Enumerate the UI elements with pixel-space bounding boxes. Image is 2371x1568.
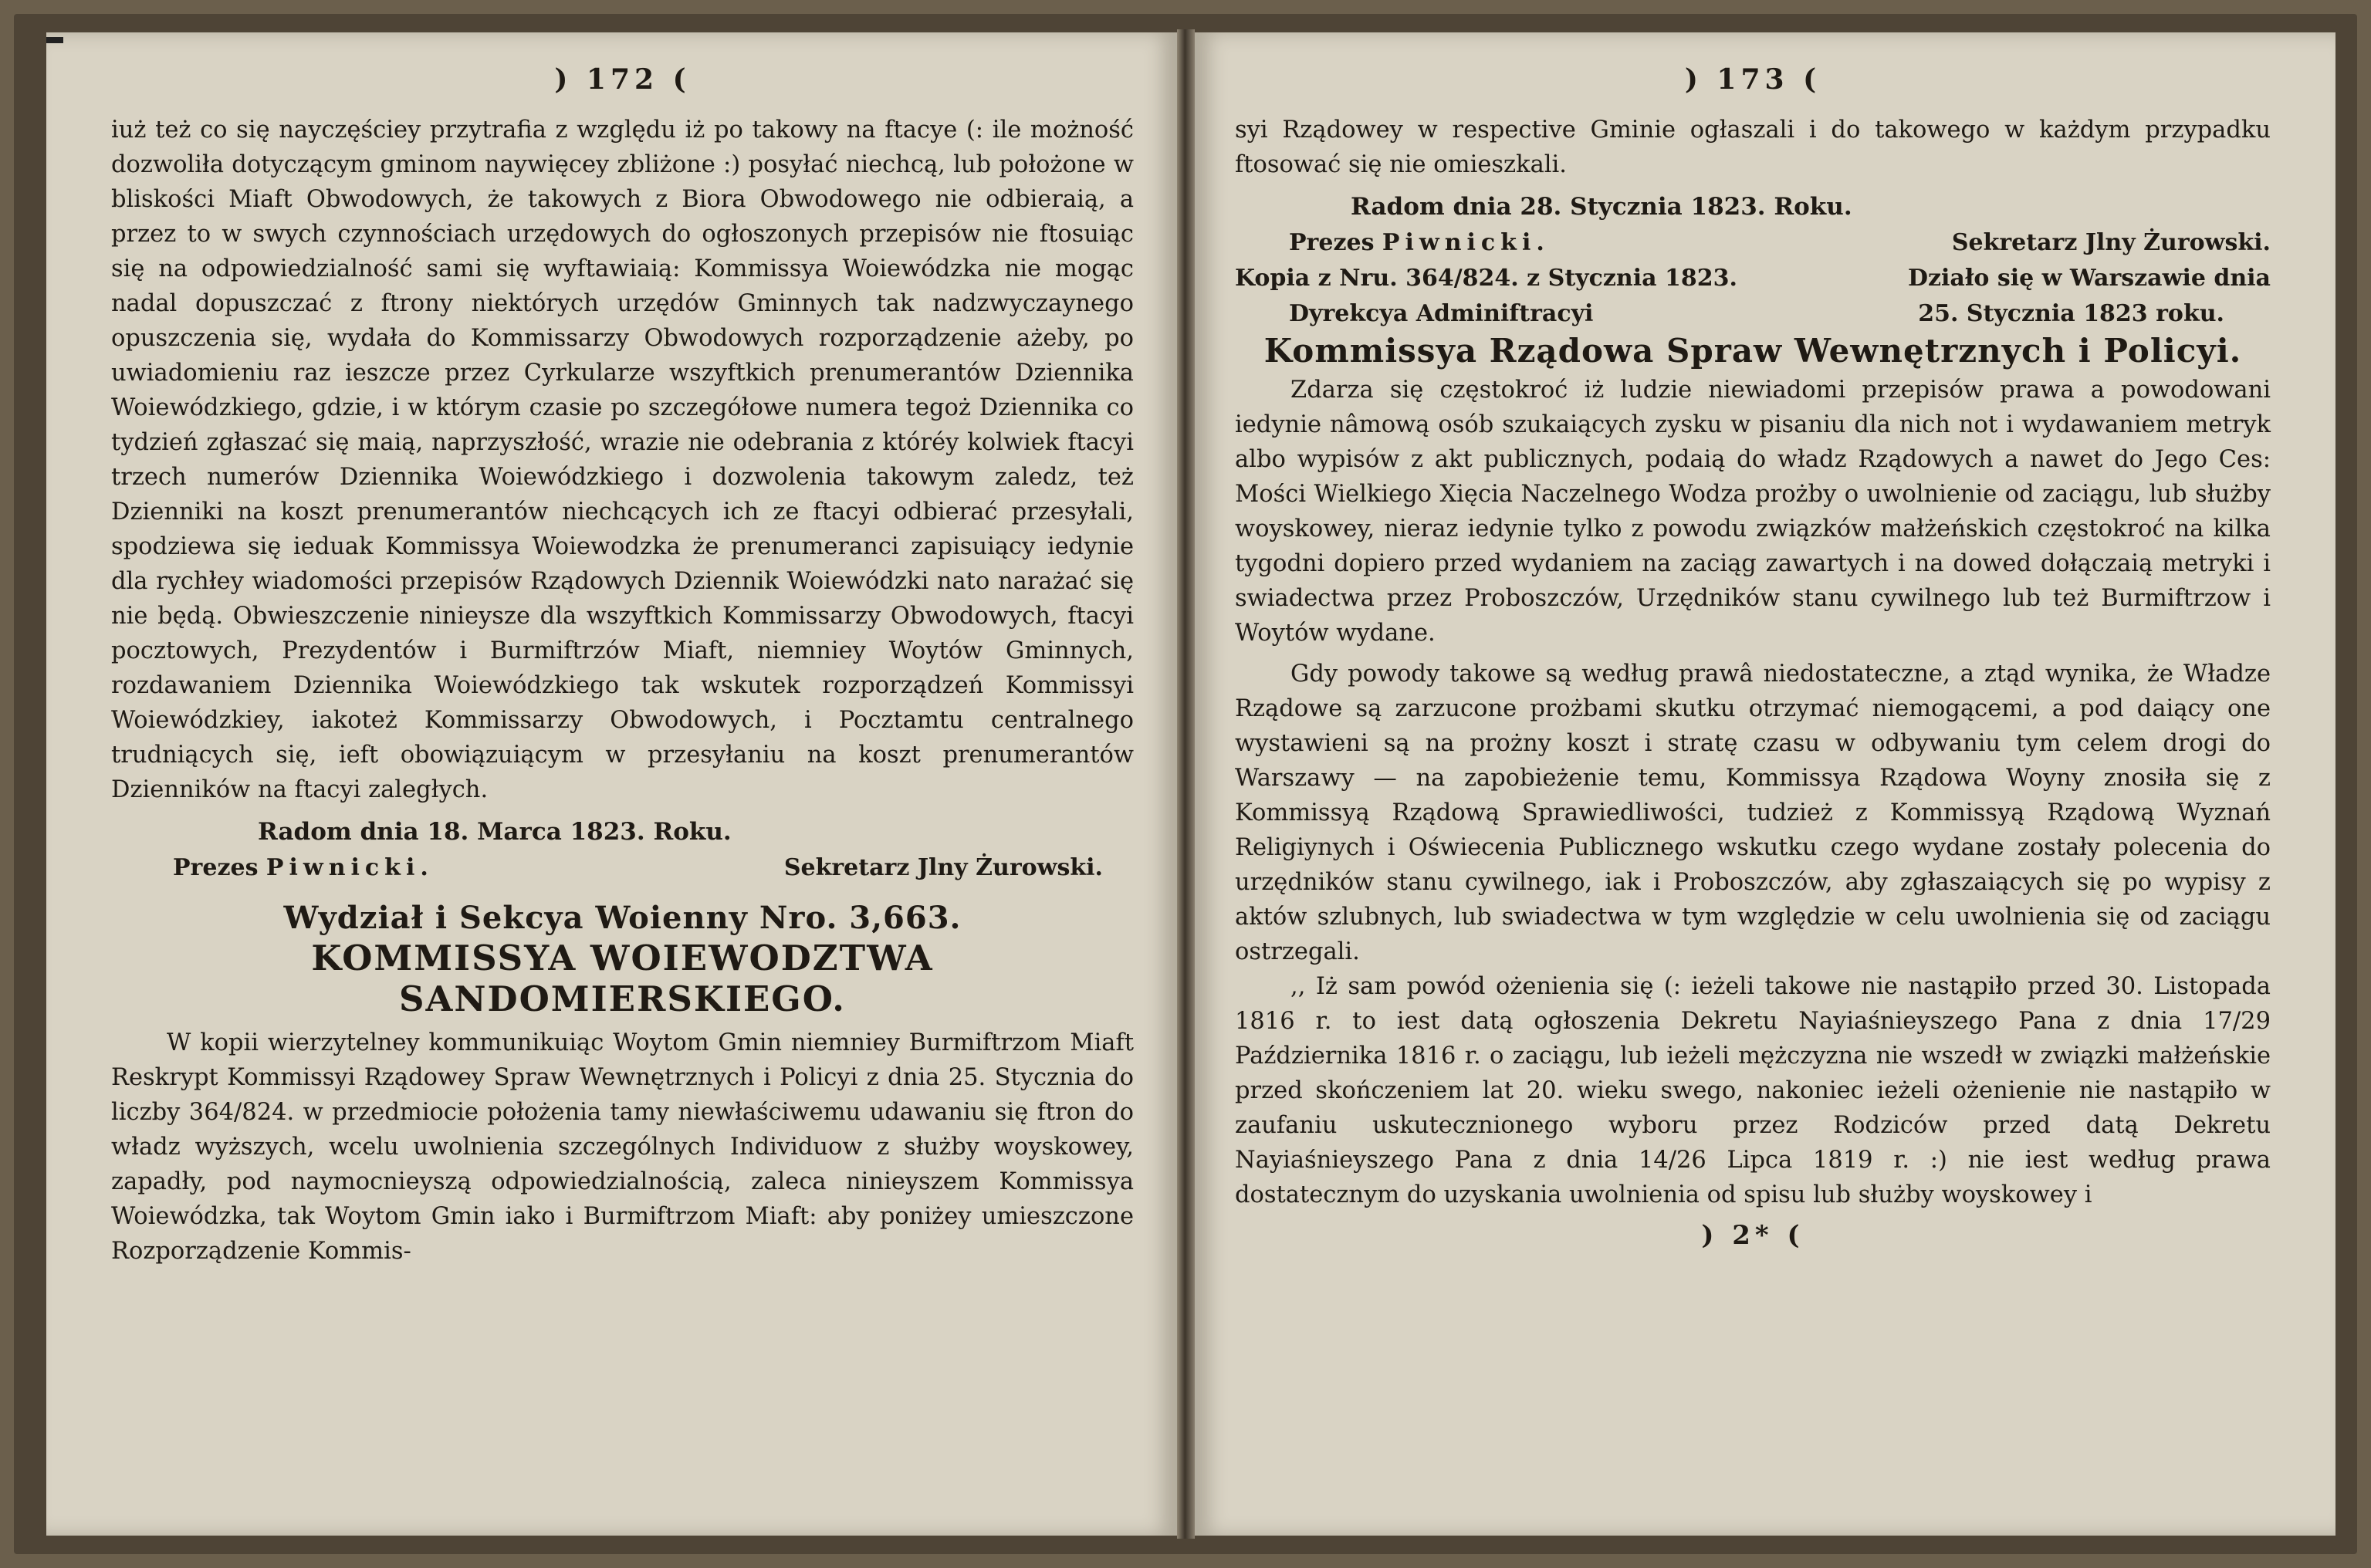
- right-paragraph-4: ,, Iż sam powód ożenienia się (: ieżeli takowe nie nastąpiło przed 30. Listopada 1816 r. to iest datą ogłoszenia Dekretu Nayiaśnieyszego Pana z dnia 17/29 Października 1816 r. o zaciągu, lub ieżeli mężczyzna nie wszedł w związki małżeńskie przed skończeniem lat 20. wieku swego, nakoniec ieżeli ożenienie nie nastąpiło w zaufaniu uskutecznionego wyboru przez Rodziców przed datą Dekretu Nayiaśnieyszego Pana z dnia 14/26 Lipca 1819 r. :) nie iest według prawa dostatecznym do uzyskania uwolnienia od spisu lub służby woyskowey i: [1235, 973, 2271, 1208]
- left-page: [46, 32, 1177, 1536]
- right-paragraph-2: Zdarza się częstokroć iż ludzie niewiadomi przepisów prawa a powodowani iedynie nâmową osób szukaiących zysku w pisaniu dla nich not i wydawaniem metryk albo wypisów z akt publicznych, podaią do władz Rządowych a nawet do Jego Ces: Mości Wielkiego Xięcia Naczelnego Wodza prożby o uwolnienie od zaciągu, lub służby woyskowey, nieraz iedynie tylko z powodu związków małżeńskich częstokroć na kilka tygodni dopiero przed wydaniem na zaciąg zawartych i na dowed dołączaią metryki i swiadectwa przez Proboszczów, Urzędników stanu cywilnego lub też Burmiftrzow i Woytów wydane.: [1235, 377, 2271, 647]
- right-directorate-row: [1235, 296, 2271, 332]
- left-date-line: Radom dnia 18. Marca 1823. Roku.: [258, 818, 732, 846]
- right-secretary: Sekretarz Jlny Żurowski.: [1951, 229, 2271, 256]
- right-page: [1195, 32, 2335, 1536]
- left-signatures: [111, 850, 1134, 886]
- book-gutter: [1177, 29, 1195, 1539]
- department-heading: Wydział i Sekcya Woienny Nro. 3,663.: [283, 900, 962, 936]
- page-number-left: ) 172 (: [554, 63, 691, 96]
- government-commission-heading: Kommissya Rządowa Spraw Wewnętrznych i Policyi.: [1263, 332, 2242, 370]
- done-date: 25. Stycznia 1823 roku.: [1918, 300, 2224, 327]
- right-president-label: Prezes: [1289, 229, 1375, 256]
- right-signature-block: [1235, 225, 2271, 332]
- right-paragraph-3: Gdy powody takowe są według prawâ niedostateczne, a ztąd wynika, że Władze Rządowe są zarzucone prożbami skutku otrzymać niemogącemi, a pod daiący one wystawieni są na prożny koszt i stratę czasu w odbywaniu tym celem drogi do Warszawy — na zapobieżenie temu, Kommissya Rządowa Woyny znosiła się z Kommissyą Rządową Sprawiedliwości, tudzież z Kommissyą Rządową Wyznań Religiynych i Oświecenia Publicznego wskutku czego wydane zostały polecenia do urzędników stanu cywilnego, iak i Proboszczów, aby zgłaszaiących się po wypisy z aktów szlubnych, lub swiadectwa w tym względzie w celu uwolnienia się od zaciągu ostrzegali.: [1235, 661, 2271, 965]
- page-number-right: ) 173 (: [1684, 63, 1821, 96]
- left-paragraph-2: W kopii wierzytelney kommunikuiąc Woytom Gmin niemniey Burmiftrzom Miaft Reskrypt Kommissyi Rządowey Spraw Wewnętrznych i Policyi z dnia 25. Stycznia do liczby 364/824. w przedmiocie położenia tamy niewłaściwemu udawaniu się ftron do władz wyższych, wcelu uwolnienia szczególnych Individuow z służby woyskowey, zapadły, pod naymocnieyszą odpowiedzialnością, zaleca ninieyszem Kommissya Woiewódzka, tak Woytom Gmin iako i Burmiftrzom Miaft: aby poniżey umieszczone Rozporządzenie Kommis-: [111, 1029, 1134, 1265]
- right-signature-row: [1235, 225, 2271, 261]
- left-paragraph-1: iuż też co się nayczęściey przytrafia z względu iż po takowy na ftacye (: ile możność dozwoliła dotyczącym gminom naywięcey zbliżone :) posyłać niechcą, lub położone w bliskości Miaft Obwodowych, że takowych z Biora Obwodowego nie odbieraią, a przez to w swych czynnościach urzędowych do ogłoszonych przepisów nie ftosuiąc się na odpowiedzialność sami się wyftawiaią: Kommissya Woiewódzka nie mogąc nadal dopuszczać z ftrony niektórych urzędów Gminnych tak nadzwyczaynego opuszczenia się, wydała do Kommissarzy Obwodowych rozporządzenie ażeby, po uwiadomieniu raz ieszcze przez Cyrkularze wszyftkich prenumerantów Dziennika Woiewódzkiego, gdzie, i w którym czasie po szczegółowe numera tegoż Dziennika co tydzień zgłaszać się maią, naprzyszłość, wrazie nie odebrania z któréy kolwiek ftacyi trzech numerów Dziennika Woiewódzkiego i dozwolenia takowym zaledz, też Dzienniki na koszt prenumerantów niechcących ich ze ftacyi odbierać przesyłali, spodziewa się ieduak Kommissya Woiewodzka że prenumeranci zapisuiący iedynie dla rychłey wiadomości przepisów Rządowych Dziennik Woiewódzki nato narażać się nie będą. Obwieszczenie ninieysze dla wszyftkich Kommissarzy Obwodowych, ftacyi pocztowych, Prezydentów i Burmiftrzów Miaft, niemniey Woytów Gminnych, rozdawaniem Dziennika Woiewódzkiego tak wskutek rozporządzeń Kommissyi Woiewódzkiey, iakoteż Kommissarzy Obwodowych, i Pocztamtu centralnego trudniących się, ieft obowiązuiącym w przesyłaniu na koszt prenumerantów Dzienników na ftacyi zaległych.: [111, 117, 1134, 803]
- corner-mark: [46, 37, 63, 43]
- right-date-line: Radom dnia 28. Stycznia 1823. Roku.: [1351, 193, 1852, 221]
- copy-reference: Kopia z Nru. 364/824. z Stycznia 1823.: [1235, 265, 1737, 292]
- directorate: Dyrekcya Adminiftracyi: [1289, 300, 1594, 327]
- signature-mark: ) 2* (: [1701, 1220, 1804, 1251]
- left-secretary: Sekretarz Jlny Żurowski.: [783, 854, 1103, 881]
- left-president-label: Prezes: [173, 854, 259, 881]
- voivodeship-commission-heading: KOMMISSYA WOIEWODZTWA SANDOMIERSKIEGO.: [311, 938, 934, 1019]
- left-president-name: Piwnicki.: [266, 854, 434, 881]
- right-president: [1235, 225, 1550, 261]
- left-president: [111, 850, 434, 886]
- right-copy-row: [1235, 261, 2271, 296]
- done-in-warsaw: Działo się w Warszawie dnia: [1907, 265, 2271, 292]
- right-paragraph-1: syi Rządowey w respective Gminie ogłaszali i do takowego w każdym przypadku ftosować się nie omieszkali.: [1235, 117, 2271, 178]
- right-president-name: Piwnicki.: [1382, 229, 1550, 256]
